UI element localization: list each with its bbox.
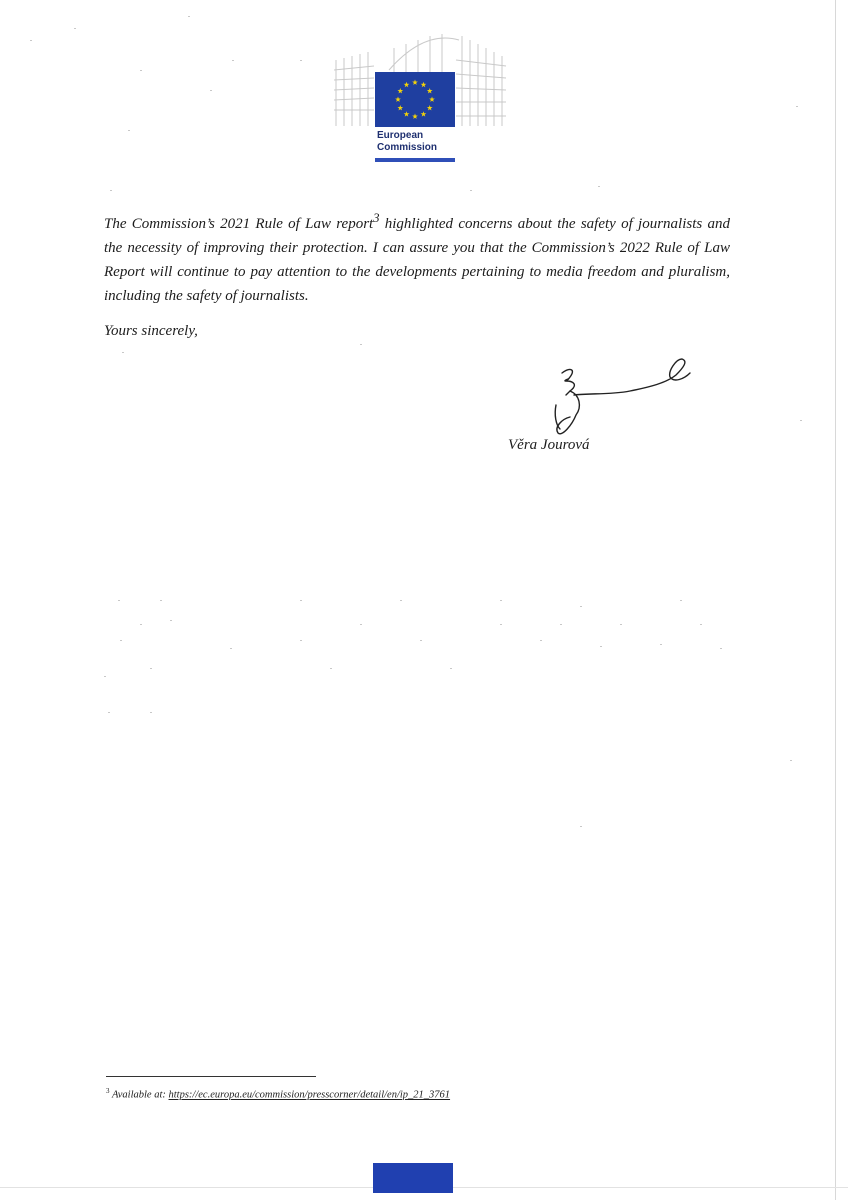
body-text-before-reference: The Commission’s 2021 Rule of Law report <box>104 216 374 232</box>
scan-speck <box>330 668 332 669</box>
scan-speck <box>600 646 602 647</box>
flag-star-icon <box>427 105 433 110</box>
footnote-label: Available at: <box>111 1089 169 1101</box>
scan-speck <box>700 624 702 625</box>
logo-underline-bar <box>375 158 455 162</box>
scan-speck <box>188 16 190 17</box>
scan-speck <box>790 760 792 761</box>
scan-speck <box>232 60 234 61</box>
logo-line-2: Commission <box>377 142 438 153</box>
scan-speck <box>500 624 502 625</box>
body-text-after-reference: highlighted concerns about the safety of journalists and the necessity of improving their protection. I can assure you that the Commission’s 2022 Rule of Law Report will continue to pay attention to the developments pertaining to media freedom and pluralism, including the safety of journalists. <box>104 216 730 304</box>
scan-speck <box>150 712 152 713</box>
footnote-link[interactable]: https://ec.europa.eu/commission/presscorner/detail/en/ip_21_3761 <box>168 1089 451 1101</box>
scan-speck <box>118 600 120 601</box>
logo-line-1: European <box>377 130 424 141</box>
scan-speck <box>300 640 302 641</box>
footnote-reference: 3 <box>373 211 380 225</box>
flag-star-icon <box>404 82 410 87</box>
flag-star-icon <box>412 80 418 85</box>
scan-speck <box>150 668 152 669</box>
flag-star-icon <box>397 88 403 93</box>
logo-wordmark <box>377 130 437 154</box>
scan-speck <box>128 130 130 131</box>
footnote <box>106 1087 450 1101</box>
closing-salutation: Yours sincerely, <box>104 323 198 339</box>
scan-speck <box>580 606 582 607</box>
flag-star-icon <box>427 88 433 93</box>
scan-speck <box>720 648 722 649</box>
flag-star-icon <box>404 111 410 116</box>
scan-speck <box>160 600 162 601</box>
scan-speck <box>74 28 76 29</box>
scan-speck <box>400 600 402 601</box>
scan-speck <box>110 190 112 191</box>
scan-speck <box>500 600 502 601</box>
scan-speck <box>140 624 142 625</box>
scan-speck <box>360 624 362 625</box>
scan-speck <box>300 600 302 601</box>
scan-speck <box>598 186 600 187</box>
scan-speck <box>122 352 124 353</box>
scan-speck <box>170 620 172 621</box>
scan-speck <box>230 648 232 649</box>
body-paragraph <box>104 206 730 308</box>
scan-speck <box>300 60 302 61</box>
flag-star-icon <box>421 111 427 116</box>
scan-speck <box>210 90 212 91</box>
footnote-number: 3 <box>106 1087 110 1095</box>
letter-body <box>104 206 730 308</box>
european-commission-logo <box>334 30 514 166</box>
page-edge-right <box>835 0 836 1200</box>
scan-speck <box>140 70 142 71</box>
scan-speck <box>120 640 122 641</box>
flag-star-icon <box>412 114 418 119</box>
scan-speck <box>108 712 110 713</box>
scan-speck <box>560 624 562 625</box>
scan-speck <box>800 420 802 421</box>
scan-speck <box>680 600 682 601</box>
scan-speck <box>420 640 422 641</box>
eu-flag-icon <box>375 72 455 127</box>
footer-blue-bar <box>373 1163 453 1193</box>
scan-speck <box>796 106 798 107</box>
scan-speck <box>620 624 622 625</box>
flag-star-icon <box>397 105 403 110</box>
footnote-separator <box>106 1076 316 1077</box>
signatory-name: Věra Jourová <box>508 437 590 453</box>
scan-speck <box>30 40 32 41</box>
scan-speck <box>104 676 106 677</box>
scan-speck <box>450 668 452 669</box>
scan-speck <box>360 344 362 345</box>
scan-speck <box>660 644 662 645</box>
scan-speck <box>470 190 472 191</box>
flag-star-icon <box>429 97 435 102</box>
flag-star-icon <box>395 97 401 102</box>
flag-star-icon <box>421 82 427 87</box>
scan-speck <box>580 826 582 827</box>
scan-speck <box>540 640 542 641</box>
